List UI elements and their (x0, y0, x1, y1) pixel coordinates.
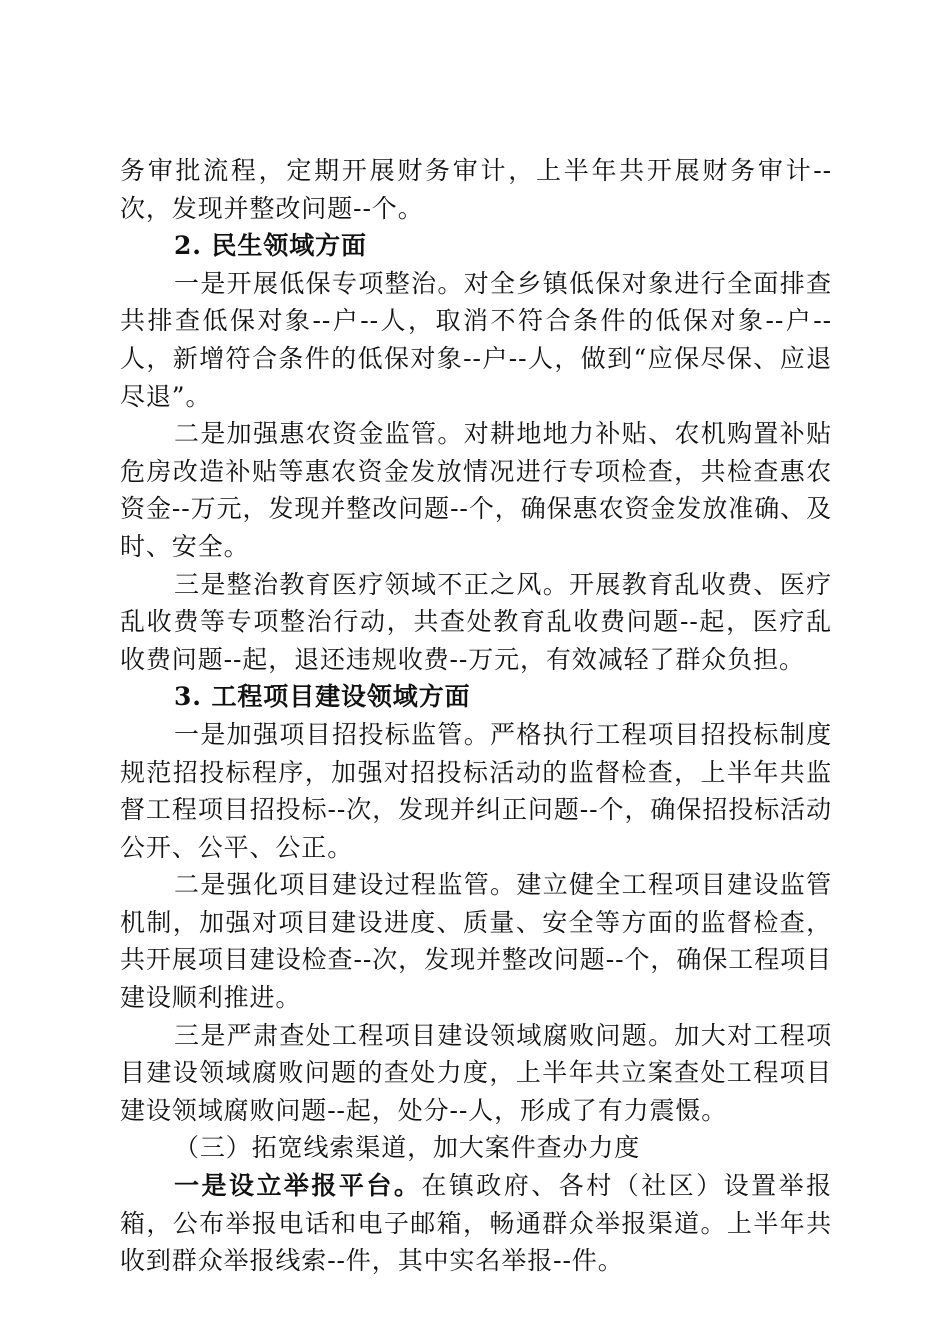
paragraph-zhaotoubiao: 一是加强项目招投标监管。严格执行工程项目招投标制度规范招投标程序，加强对招投标活动的监督检查，上半年共监督工程项目招投标--次，发现并纠正问题--个，确保招投标活动公开、公平、公正。 (120, 719, 832, 862)
paragraph-guocheng: 二是强化项目建设过程监管。建立健全工程项目建设监管机制，加强对项目建设进度、质量、安全等方面的监督检查，共开展项目建设检查--次，发现并整改问题--个，确保工程项目建设顺利推进。 (120, 870, 832, 1013)
paragraph-jubao-lead: 一是设立举报平台。 (174, 1171, 422, 1201)
paragraph-jubao-body: 在镇政府、各村（社区）设置举报箱，公布举报电话和电子邮箱，畅通群众举报渠道。上半年共收到群众举报线索--件，其中实名举报--件。 (120, 1171, 832, 1276)
paragraph-fubai: 三是严肃查处工程项目建设领域腐败问题。加大对工程项目建设领域腐败问题的查处力度，上半年共立案查处工程项目建设领域腐败问题--起，处分--人，形成了有力震慑。 (120, 1020, 832, 1125)
paragraph-jubao (120, 1167, 832, 1280)
paragraph-dibao: 一是开展低保专项整治。对全乡镇低保对象进行全面排查共排查低保对象--户--人，取消不符合条件的低保对象--户--人，新增符合条件的低保对象--户--人，做到“应保尽保、应退尽退”。 (120, 268, 832, 411)
heading-minsheng: 2. 民生领域方面 (174, 231, 367, 261)
paragraph-continued: 务审批流程，定期开展财务审计，上半年共开展财务审计--次，发现并整改问题--个。 (120, 156, 832, 223)
heading-section-three: （三）拓宽线索渠道，加大案件查办力度 (174, 1133, 641, 1163)
document-page (120, 152, 832, 1280)
paragraph-jiaoyu: 三是整治教育医疗领域不正之风。开展教育乱收费、医疗乱收费等专项整治行动，共查处教育乱收费问题--起，医疗乱收费问题--起，退还违规收费--万元，有效减轻了群众负担。 (120, 569, 832, 674)
paragraph-huinong: 二是加强惠农资金监管。对耕地地力补贴、农机购置补贴危房改造补贴等惠农资金发放情况进行专项检查，共检查惠农资金--万元，发现并整改问题--个，确保惠农资金发放准确、及时、安全。 (120, 419, 832, 561)
heading-gongcheng: 3. 工程项目建设领域方面 (174, 682, 471, 712)
